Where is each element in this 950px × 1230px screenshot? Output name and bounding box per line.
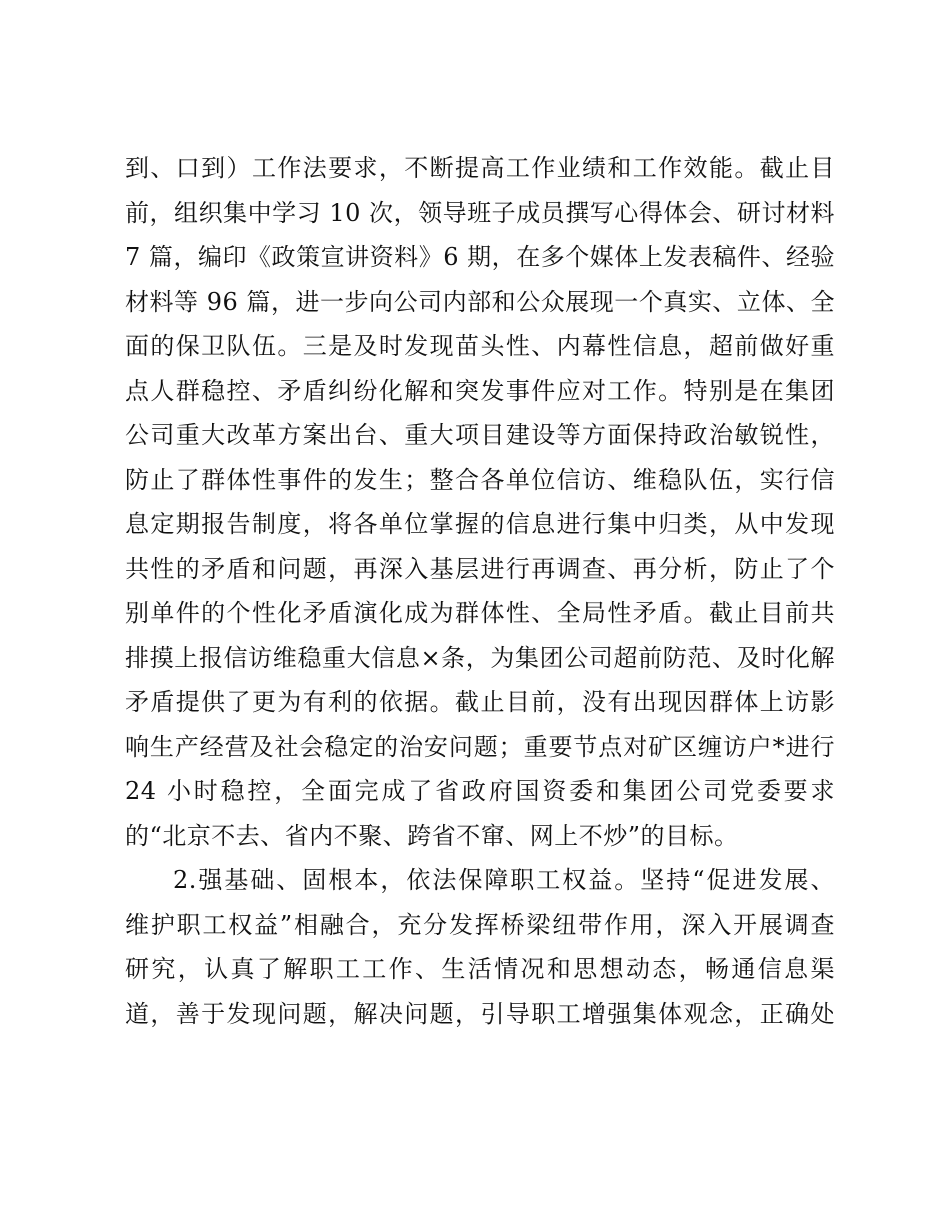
paragraph-1-line: 材料等 96 篇，进一步向公司内部和公众展现一个真实、立体、全 bbox=[125, 287, 835, 316]
paragraph-2 bbox=[125, 858, 835, 1036]
paragraph-1-line: 前，组织集中学习 10 次，领导班子成员撰写心得体会、研讨材料 bbox=[125, 198, 835, 227]
paragraph-1-line: 防止了群体性事件的发生；整合各单位信访、维稳队伍，实行信 bbox=[125, 465, 835, 494]
paragraph-2-line: 道，善于发现问题，解决问题，引导职工增强集体观念，正确处 bbox=[125, 999, 835, 1028]
paragraph-2-line: 研究，认真了解职工工作、生活情况和思想动态，畅通信息渠 bbox=[125, 955, 835, 983]
paragraph-1-line: 别单件的个性化矛盾演化成为群体性、全局性矛盾。截止目前共 bbox=[125, 599, 835, 627]
paragraph-1-line: 响生产经营及社会稳定的治安问题；重要节点对矿区缠访户*进行 bbox=[125, 732, 835, 761]
paragraph-1 bbox=[125, 146, 835, 858]
paragraph-1-line: 公司重大改革方案出台、重大项目建设等方面保持政治敏锐性， bbox=[125, 421, 835, 449]
paragraph-1-line: 到、口到）工作法要求，不断提高工作业绩和工作效能。截止目 bbox=[125, 154, 835, 182]
paragraph-2-line: 2.强基础、固根本，依法保障职工权益。坚持“促进发展、 bbox=[173, 866, 835, 894]
paragraph-1-line: 7 篇，编印《政策宣讲资料》6 期，在多个媒体上发表稿件、经验 bbox=[125, 243, 835, 271]
paragraph-1-line: 共性的矛盾和问题，再深入基层进行再调查、再分析，防止了个 bbox=[125, 554, 835, 583]
paragraph-2-line: 维护职工权益”相融合，充分发挥桥梁纽带作用，深入开展调查 bbox=[125, 910, 835, 939]
document-body bbox=[125, 146, 835, 1036]
paragraph-1-line: 排摸上报信访维稳重大信息×条，为集团公司超前防范、及时化解 bbox=[125, 643, 835, 672]
paragraph-1-line: 息定期报告制度，将各单位掌握的信息进行集中归类，从中发现 bbox=[125, 510, 835, 538]
paragraph-1-line: 矛盾提供了更为有利的依据。截止目前，没有出现因群体上访影 bbox=[125, 688, 835, 716]
paragraph-1-line: 面的保卫队伍。三是及时发现苗头性、内幕性信息，超前做好重 bbox=[125, 332, 835, 360]
paragraph-1-line: 24 小时稳控，全面完成了省政府国资委和集团公司党委要求 bbox=[125, 777, 835, 805]
paragraph-1-line: 的“北京不去、省内不聚、跨省不窜、网上不炒”的目标。 bbox=[125, 821, 739, 850]
paragraph-1-line: 点人群稳控、矛盾纠纷化解和突发事件应对工作。特别是在集团 bbox=[125, 376, 835, 405]
